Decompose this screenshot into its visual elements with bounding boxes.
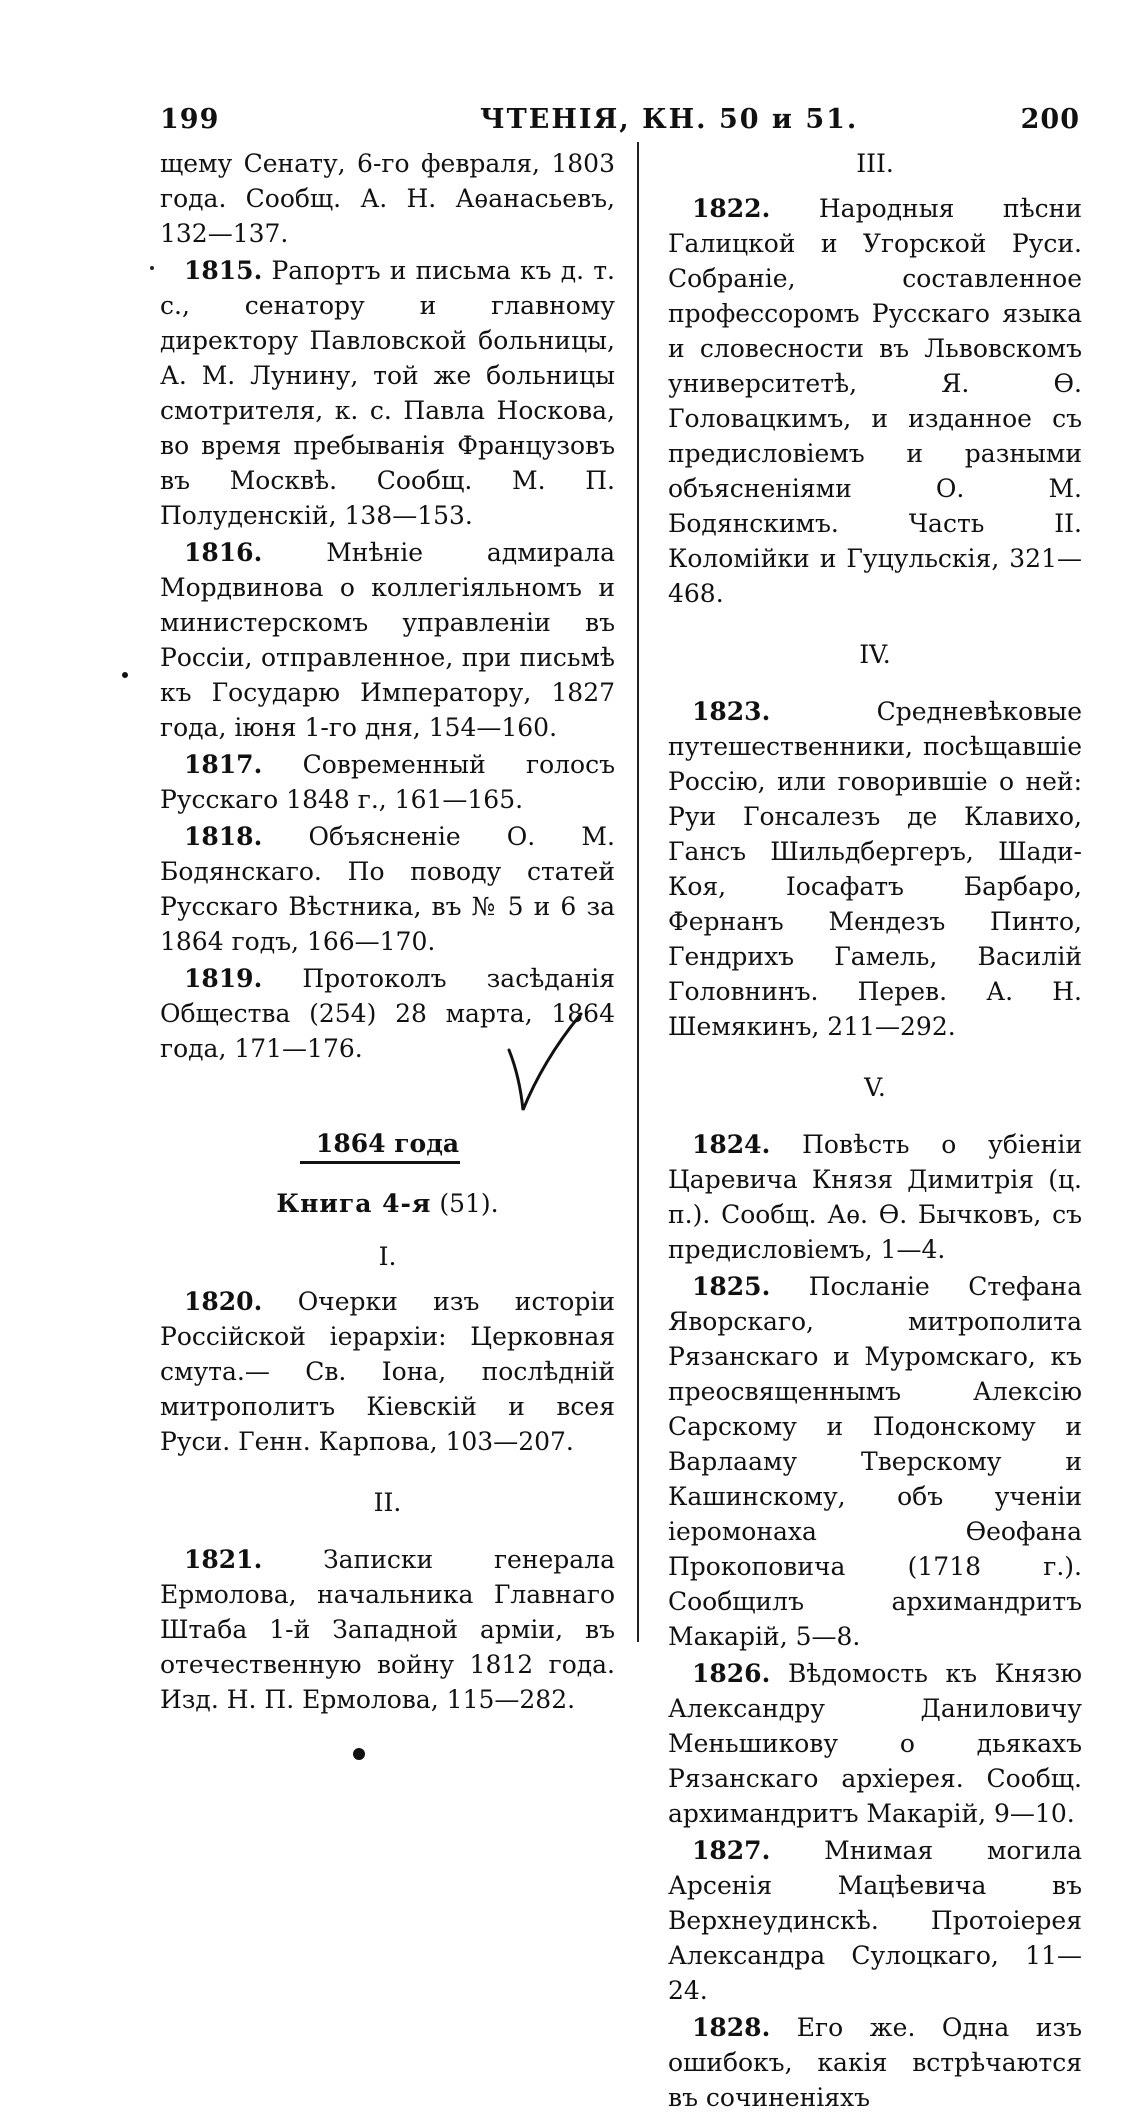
left-column bbox=[160, 146, 615, 1719]
entry-text: Современный голосъ Русскаго 1848 г., 161—165. bbox=[160, 750, 615, 814]
ink-blot bbox=[353, 1748, 365, 1760]
entry-number: 1821. bbox=[184, 1545, 263, 1574]
entry-number: 1827. bbox=[692, 1836, 771, 1865]
section-heading-5: V. bbox=[864, 1073, 886, 1102]
right-column bbox=[668, 146, 1082, 2117]
year-underline bbox=[300, 1161, 460, 1164]
entry-continuation: щему Сенату, 6-го февраля, 1803 года. Сообщ. А. Н. Аѳанасьевъ, 132—137. bbox=[160, 149, 615, 248]
entry-number: 1823. bbox=[692, 697, 771, 726]
entry-text: Вѣдомость къ Князю Александру Даниловичу Меньшикову о дьякахъ Рязанскаго архіерея. Сообщ. архимандритъ Макарій, 9—10. bbox=[668, 1659, 1082, 1828]
entry-1817 bbox=[160, 747, 615, 817]
page-header bbox=[160, 104, 1080, 144]
section-heading-2: II. bbox=[373, 1488, 402, 1517]
entry-1825 bbox=[668, 1269, 1082, 1654]
entry-text: Рапортъ и письма къ д. т. с., сенатору и главному директору Павловской больницы, А. М. Лунину, той же больницы смотрителя, к. с. Павла Носкова, во время пребыванія Французовъ въ Москвѣ. Сообщ. М. П. Полуденскій, 138—153. bbox=[160, 256, 615, 530]
entry-number: 1822. bbox=[692, 194, 771, 223]
entry-1818 bbox=[160, 819, 615, 959]
page-number-right: 200 bbox=[1020, 104, 1080, 135]
book-number: (51). bbox=[439, 1189, 499, 1218]
entry-text: Записки генерала Ермолова, начальника Главнаго Штаба 1-й Западной арміи, въ отечественную войну 1812 года. Изд. Н. П. Ермолова, 115—282. bbox=[160, 1545, 615, 1714]
column-divider bbox=[637, 142, 639, 1642]
entry-number: 1820. bbox=[184, 1287, 263, 1316]
entry-1821 bbox=[160, 1542, 615, 1717]
entry-number: 1826. bbox=[692, 1659, 771, 1688]
entry-text: Мнѣніе адмирала Мордвинова о коллегіяльномъ и министерскомъ управленіи въ Россіи, отправленное, при письмѣ къ Государю Императору, 1827 года, іюня 1-го дня, 154—160. bbox=[160, 538, 615, 742]
handwritten-checkmark-icon bbox=[505, 1010, 585, 1120]
entry-number: 1828. bbox=[692, 2013, 771, 2042]
entry-number: 1819. bbox=[184, 964, 263, 993]
entry-1823 bbox=[668, 694, 1082, 1044]
section-heading-4: IV. bbox=[859, 640, 891, 669]
entry-1820 bbox=[160, 1284, 615, 1459]
entry-number: 1825. bbox=[692, 1272, 771, 1301]
entry-number: 1815. bbox=[184, 256, 263, 285]
entry-text: Народныя пѣсни Галицкой и Угорской Руси. Собраніе, составленное профессоромъ Русскаго языка и словесности въ Львовскомъ университетѣ, Я. Ѳ. Головацкимъ, и изданное съ предисловіемъ и разными объясненіями О. М. Бодянскимъ. Часть II. Коломійки и Гуцульскія, 321—468. bbox=[668, 194, 1082, 608]
margin-mark bbox=[150, 266, 154, 270]
entry-text: Посланіе Стефана Яворскаго, митрополита Рязанскаго и Муромскаго, къ преосвященнымъ Алексію Сарскому и Подонскому и Варлааму Тверскому и Кашинскому, объ ученіи іеромонаха Ѳеофана Прокоповича (1718 г.). Сообщилъ архимандритъ Макарій, 5—8. bbox=[668, 1272, 1082, 1651]
entry-1826 bbox=[668, 1656, 1082, 1831]
entry-text: Повѣсть о убіеніи Царевича Князя Димитрія (ц. п.). Сообщ. Аѳ. Ѳ. Бычковъ, съ предисловіемъ, 1—4. bbox=[668, 1130, 1082, 1264]
entry-number: 1816. bbox=[184, 538, 263, 567]
entry-number: 1824. bbox=[692, 1130, 771, 1159]
entry-1828 bbox=[668, 2010, 1082, 2115]
margin-dot bbox=[122, 672, 128, 678]
year-heading: 1864 года bbox=[160, 1126, 615, 1164]
entry-text: Его же. Одна изъ ошибокъ, какія встрѣчаются въ сочиненіяхъ bbox=[668, 2013, 1083, 2112]
entry-1815 bbox=[160, 253, 615, 533]
entry-1824 bbox=[668, 1127, 1082, 1267]
entry-number: 1817. bbox=[184, 750, 263, 779]
entry-1816 bbox=[160, 535, 615, 745]
entry-text: Средневѣковые путешественники, посѣщавшіе Россію, или говорившіе о ней: Руи Гонсалезъ де Клавихо, Гансъ Шильдбергеръ, Шади-Коя, Іосафатъ Барбаро, Фернанъ Мендезъ Пинто, Гендрихъ Гамель, Василій Головнинъ. Перев. А. Н. Шемякинъ, 211—292. bbox=[668, 697, 1082, 1041]
entry-number: 1818. bbox=[184, 822, 263, 851]
section-heading-3: III. bbox=[856, 149, 894, 178]
book-heading bbox=[160, 1186, 615, 1221]
book-title: Книга 4-я bbox=[276, 1189, 432, 1218]
entry-text: Мнимая могила Арсенія Мацѣевича въ Верхнеудинскѣ. Протоіерея Александра Сулоцкаго, 11—24. bbox=[668, 1836, 1082, 2005]
entry-1822 bbox=[668, 191, 1082, 611]
section-heading-1: I. bbox=[378, 1242, 397, 1271]
entry-text: Протоколъ засѣданія Общества (254) 28 марта, 1864 года, 171—176. bbox=[160, 964, 615, 1063]
entry-text: Объясненіе О. М. Бодянскаго. По поводу статей Русскаго Вѣстника, въ № 5 и 6 за 1864 годъ, 166—170. bbox=[160, 822, 615, 956]
page-number-left: 199 bbox=[160, 104, 220, 135]
running-title: ЧТЕНІЯ, КН. 50 и 51. bbox=[480, 104, 859, 135]
entry-text: Очерки изъ исторіи Россійской іерархіи: Церковная смута.— Св. Іона, послѣдній митрополитъ Кіевскій и всея Руси. Генн. Карпова, 103—207. bbox=[160, 1287, 615, 1456]
entry-1827 bbox=[668, 1833, 1082, 2008]
